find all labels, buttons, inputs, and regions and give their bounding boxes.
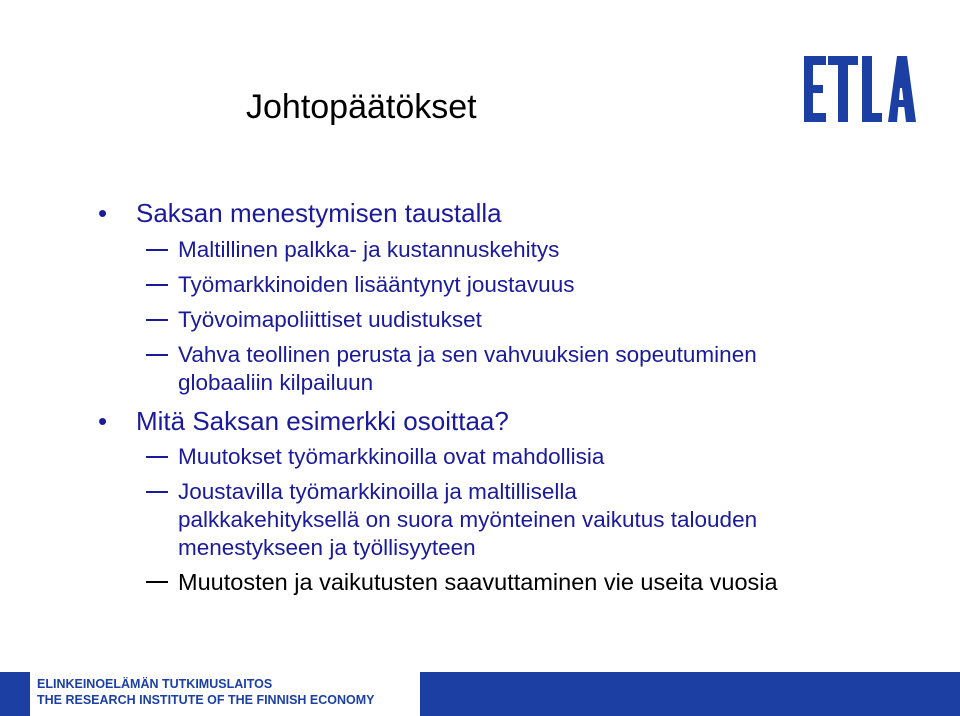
sub-bullet-text: globaaliin kilpailuun [178, 370, 374, 395]
dash-icon [146, 319, 168, 321]
sub-bullet-item [178, 478, 757, 562]
bullet-item [98, 198, 502, 229]
sub-bullet-text: Joustavilla työmarkkinoilla ja maltillisella [178, 479, 577, 504]
sub-bullet-text: menestykseen ja työllisyyteen [178, 535, 476, 560]
bullet-icon: • [98, 198, 108, 228]
sub-bullet-item [178, 341, 757, 397]
sub-bullet-text: Työvoimapoliittiset uudistukset [178, 307, 482, 332]
sub-bullet-text: Muutokset työmarkkinoilla ovat mahdollisia [178, 444, 605, 469]
footer-institute-fi: ELINKEINOELÄMÄN TUTKIMUSLAITOS [37, 677, 273, 691]
footer-bar-right [420, 672, 960, 716]
bullet-text: Saksan menestymisen taustalla [136, 198, 502, 228]
dash-icon [146, 491, 168, 493]
bullet-item [98, 406, 509, 437]
sub-bullet-item [178, 236, 559, 264]
dash-icon [146, 284, 168, 286]
dash-icon [146, 249, 168, 251]
sub-bullet-text: Vahva teollinen perusta ja sen vahvuuksien sopeutuminen [178, 342, 757, 367]
etla-logo [804, 56, 916, 122]
sub-bullet-text: Muutosten ja vaikutusten saavuttaminen vie useita vuosia [178, 569, 778, 595]
dash-icon [146, 354, 168, 356]
dash-icon [146, 456, 168, 458]
sub-bullet-item [178, 443, 604, 471]
footer-institute-en: THE RESEARCH INSTITUTE OF THE FINNISH ECONOMY [37, 693, 375, 707]
slide-title: Johtopäätökset [246, 88, 477, 126]
bullet-icon: • [98, 406, 108, 436]
sub-bullet-item [178, 306, 482, 334]
sub-bullet-item [178, 271, 574, 299]
sub-bullet-text: Työmarkkinoiden lisääntynyt joustavuus [178, 272, 575, 297]
bullet-text: Mitä Saksan esimerkki osoittaa? [136, 406, 509, 436]
footer-bar-left [0, 672, 30, 716]
sub-bullet-text: palkkakehityksellä on suora myönteinen vaikutus talouden [178, 507, 758, 532]
sub-bullet-text: Maltillinen palkka- ja kustannuskehitys [178, 237, 560, 262]
sub-bullet-item [178, 568, 778, 596]
dash-icon [146, 581, 168, 583]
